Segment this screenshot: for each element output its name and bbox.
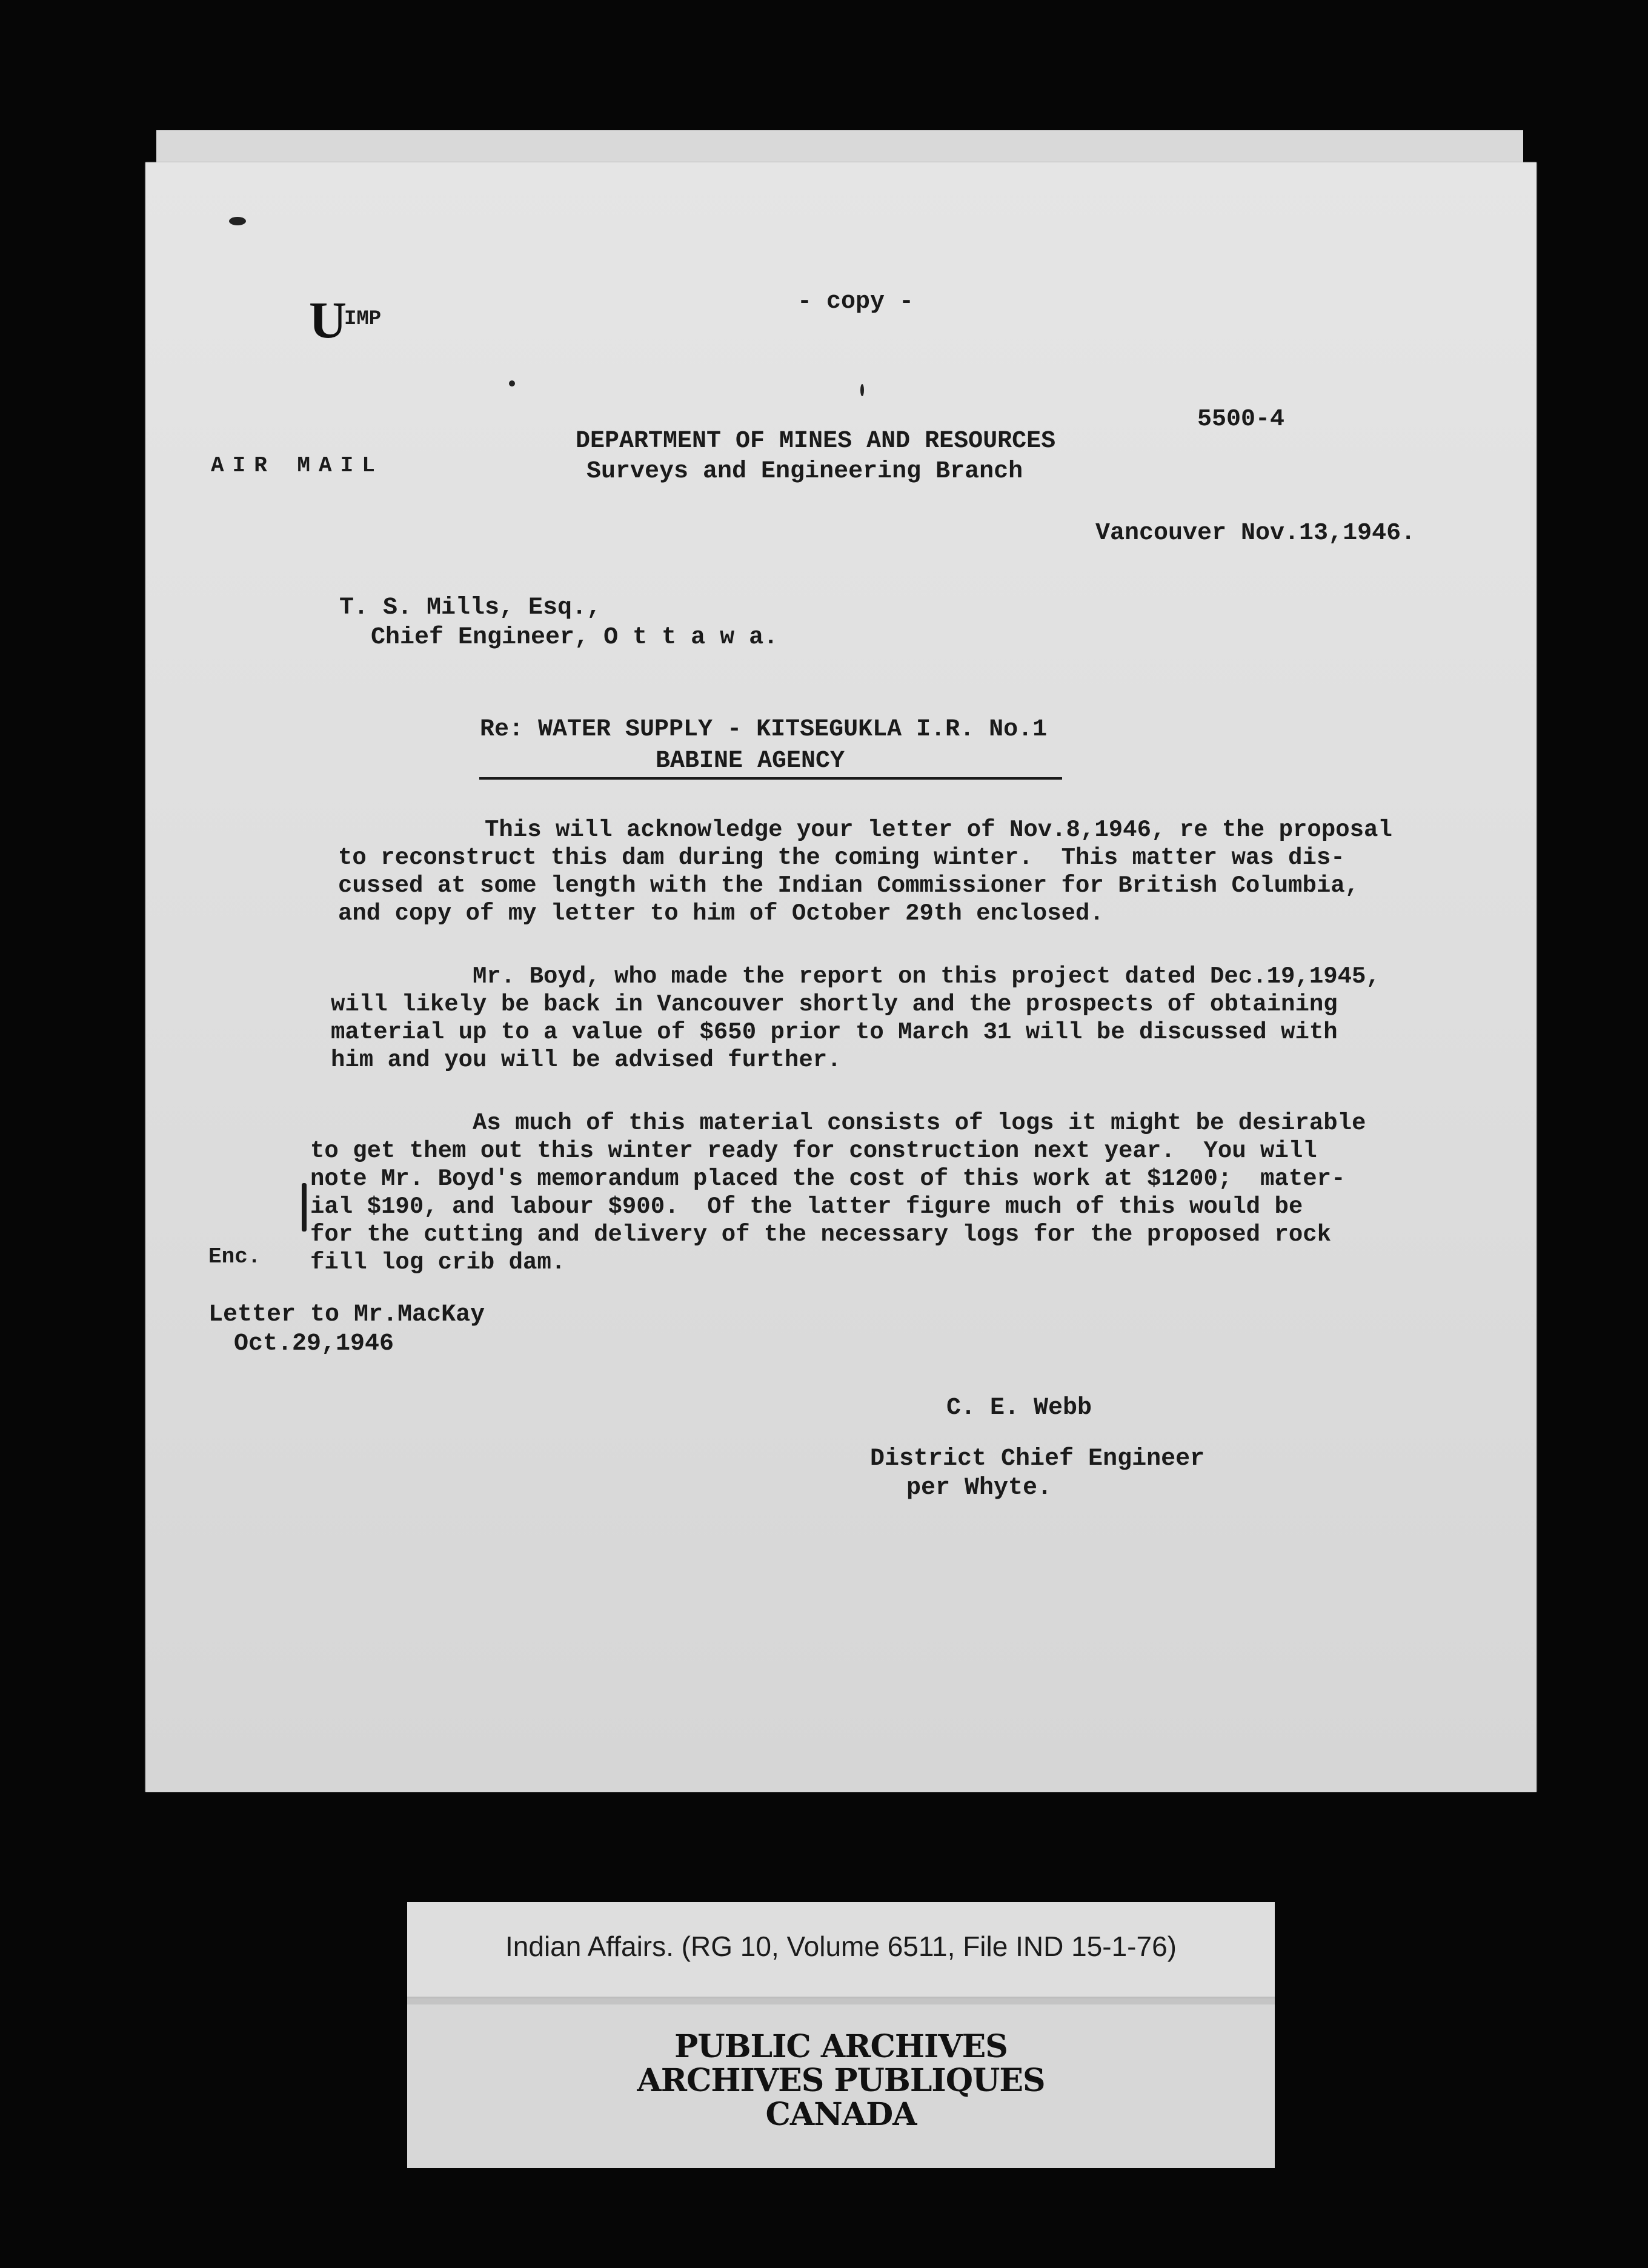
ink-speck: [509, 380, 515, 386]
stamp-line-2: ARCHIVES PUBLIQUES: [637, 2062, 1045, 2099]
paragraph-line: note Mr. Boyd's memorandum placed the cost of this work at $1200; mater-: [310, 1166, 1346, 1192]
paragraph-line: and copy of my letter to him of October 29th enclosed.: [338, 900, 1104, 927]
enclosure-date: Oct.29,1946: [234, 1330, 394, 1358]
paragraph-line: material up to a value of $650 prior to March 31 will be discussed with: [331, 1019, 1338, 1046]
place-date: Vancouver Nov.13,1946.: [1095, 520, 1416, 547]
paragraph-line: fill log crib dam.: [310, 1249, 566, 1276]
file-number: 5500-4: [1197, 406, 1285, 433]
enclosure-item: Letter to Mr.MacKay: [208, 1301, 485, 1328]
enclosure-label: Enc.: [208, 1244, 261, 1269]
subject-agency: BABINE AGENCY: [656, 748, 845, 775]
paragraph-line: cussed at some length with the Indian Commissioner for British Columbia,: [338, 872, 1360, 899]
signer-name: C. E. Webb: [946, 1394, 1092, 1422]
signer-title: District Chief Engineer: [870, 1445, 1205, 1473]
recipient-name: T. S. Mills, Esq.,: [339, 594, 602, 622]
paragraph-line: Mr. Boyd, who made the report on this project dated Dec.19,1945,: [473, 963, 1380, 990]
handwritten-initial: U: [309, 291, 347, 349]
paragraph-line: for the cutting and delivery of the necessary logs for the proposed rock: [310, 1221, 1332, 1248]
department-heading: DEPARTMENT OF MINES AND RESOURCES: [576, 428, 1056, 455]
branch-heading: Surveys and Engineering Branch: [586, 458, 1023, 485]
subject-underline: [479, 777, 1062, 780]
initials: IMP: [344, 308, 382, 331]
stamp-line-1: PUBLIC ARCHIVES: [674, 2028, 1008, 2065]
archive-reference-label: [407, 1902, 1275, 1998]
paragraph-line: ial $190, and labour $900. Of the latter figure much of this would be: [310, 1193, 1303, 1220]
copy-label: - copy -: [797, 288, 914, 316]
paragraph-line: him and you will be advised further.: [331, 1047, 842, 1073]
signer-per: per Whyte.: [906, 1474, 1052, 1502]
archive-reference: Indian Affairs. (RG 10, Volume 6511, File IND 15-1-76): [505, 1931, 1177, 1962]
ink-speck: [860, 384, 864, 396]
paragraph-line: will likely be back in Vancouver shortly and the prospects of obtaining: [331, 991, 1338, 1018]
paragraph-line: As much of this material consists of logs it might be desirable: [473, 1110, 1366, 1136]
archive-stamp-label: [407, 1998, 1275, 2168]
paragraph-line: to get them out this winter ready for construction next year. You will: [310, 1138, 1317, 1164]
stamp-line-3: CANADA: [765, 2096, 917, 2133]
archive-stamp: [407, 2030, 1275, 2132]
paragraph-line: This will acknowledge your letter of Nov.8,1946, re the proposal: [485, 817, 1392, 843]
subject-line: Re: WATER SUPPLY - KITSEGUKLA I.R. No.1: [480, 716, 1048, 743]
paragraph-line: to reconstruct this dam during the coming winter. This matter was dis-: [338, 844, 1345, 871]
delivery-method: AIR MAIL: [211, 453, 384, 478]
recipient-title: Chief Engineer, O t t a w a.: [371, 624, 779, 651]
letter-page: [145, 162, 1537, 1792]
ink-speck: [229, 217, 246, 225]
label-divider: [407, 1998, 1275, 2004]
margin-bracket-mark: [302, 1183, 307, 1232]
